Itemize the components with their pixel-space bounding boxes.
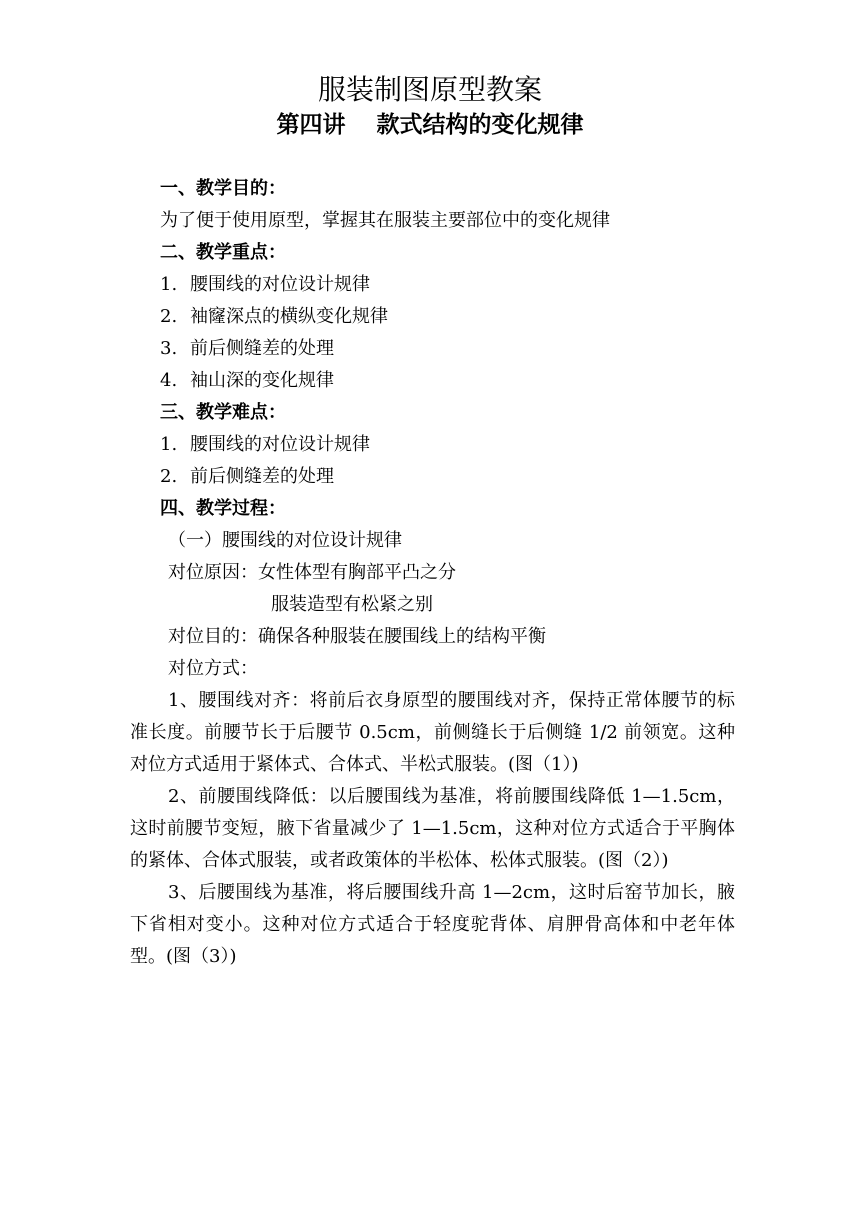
list-item-text: 腰围线的对位设计规律 xyxy=(190,434,370,455)
list-item-number: 3. xyxy=(160,338,178,359)
section-heading-objectives: 一、教学目的： xyxy=(160,178,286,199)
list-item-text: 腰围线的对位设计规律 xyxy=(190,274,370,295)
purpose-text: 确保各种服装在腰围线上的结构平衡 xyxy=(258,626,546,647)
method-paragraph: 2、前腰围线降低：以后腰围线为基准，将前腰围线降低 1—1.5cm，这时前腰节变短，腋下省量减少了 1—1.5cm，这种对位方式适合于平胸体的紧体、合体式服装，或者政策体的半松体、松体式服装。(图（2）) xyxy=(130,786,735,871)
list-item-text: 袖山深的变化规律 xyxy=(190,370,334,391)
list-item-number: 4. xyxy=(160,370,178,391)
list-item xyxy=(130,429,735,461)
document-subtitle: 第四讲 款式结构的变化规律 xyxy=(276,112,584,138)
list-item xyxy=(130,461,735,493)
document-body xyxy=(130,173,735,973)
list-item xyxy=(130,333,735,365)
list-item-number: 2. xyxy=(160,466,178,487)
list-item-text: 袖窿深点的横纵变化规律 xyxy=(190,306,388,327)
list-item xyxy=(130,269,735,301)
list-item xyxy=(130,301,735,333)
section-heading-process: 四、教学过程： xyxy=(160,498,286,519)
objectives-text: 为了便于使用原型，掌握其在服装主要部位中的变化规律 xyxy=(160,210,610,231)
list-item xyxy=(130,365,735,397)
purpose-line xyxy=(130,621,735,653)
list-item-text: 前后侧缝差的处理 xyxy=(190,338,334,359)
list-item-number: 1. xyxy=(160,434,178,455)
list-item-text: 前后侧缝差的处理 xyxy=(190,466,334,487)
list-item-number: 1. xyxy=(160,274,178,295)
reason-text: 女性体型有胸部平凸之分 xyxy=(258,562,456,583)
reason-line-continued: 服装造型有松紧之别 xyxy=(271,594,433,615)
method-paragraph: 3、后腰围线为基准，将后腰围线升高 1—2cm，这时后窑节加长，腋下省相对变小。这种对位方式适合于轻度驼背体、肩胛骨高体和中老年体型。(图（3）) xyxy=(130,882,735,967)
subsection-heading: （一）腰围线的对位设计规律 xyxy=(168,530,402,551)
purpose-label: 对位目的： xyxy=(168,626,258,647)
method-paragraph: 1、腰围线对齐：将前后衣身原型的腰围线对齐，保持正常体腰节的标准长度。前腰节长于后腰节 0.5cm，前侧缝长于后侧缝 1/2 前领宽。这种对位方式适用于紧体式、合体式、半松式服装。(图（1）) xyxy=(130,690,736,775)
document-title: 服装制图原型教案 xyxy=(317,73,542,106)
reason-label: 对位原因： xyxy=(168,562,258,583)
list-item-number: 2. xyxy=(160,306,178,327)
reason-line xyxy=(130,557,735,589)
section-heading-difficulties: 三、教学难点： xyxy=(160,402,286,423)
section-heading-key-points: 二、教学重点： xyxy=(160,242,286,263)
method-label: 对位方式： xyxy=(168,658,258,679)
